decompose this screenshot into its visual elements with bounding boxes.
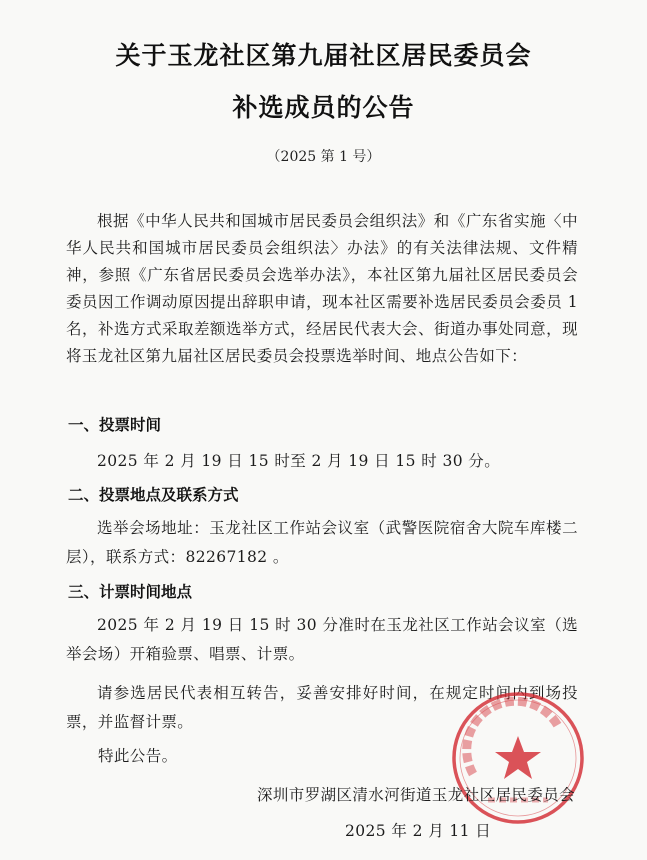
section-text-2: 选举会场地址：玉龙社区工作站会议室（武警医院宿舍大院车库楼二层），联系方式：82267182 。 [66, 519, 578, 566]
star-icon [495, 736, 541, 779]
signature-date: 2025 年 2 月 11 日 [345, 822, 492, 840]
section-heading-3: 三、计票时间地点 [68, 583, 193, 601]
signature-org: 深圳市罗湖区清水河街道玉龙社区居民委员会 [257, 786, 576, 804]
closing-paragraph: 请参选居民代表相互转告，妥善安排好时间，在规定时间内到场投票，并监督计票。 [66, 684, 578, 731]
section-text-1: 2025 年 2 月 19 日 15 时至 2 月 19 日 15 时 30 分。 [97, 452, 501, 470]
document-number: （2025 第 1 号） [266, 149, 381, 165]
title-line-1: 关于玉龙社区第九届社区居民委员会 [115, 41, 532, 70]
official-seal [448, 688, 588, 828]
section-heading-1: 一、投票时间 [68, 416, 162, 434]
section-text-3: 2025 年 2 月 19 日 15 时 30 分准时在玉龙社区工作站会议室（选举会场）开箱验票、唱票、计票。 [66, 616, 578, 663]
intro-paragraph: 根据《中华人民共和国城市居民委员会组织法》和《广东省实施〈中华人民共和国城市居民委员会组织法〉办法》的有关法律法规、文件精神，参照《广东省居民委员会选举办法》，本社区第九届社区居民委员会委员因工作调动原因提出辞职申请，现本社区需要补选居民委员会委员 1 名，补选方式采取差额选举方式，经居民代表大会、街道办事处同意，现将玉龙社区第九届社区居民委员会投票选举时间、地点公告如下： [66, 212, 578, 365]
title-line-2: 补选成员的公告 [232, 93, 415, 122]
notice-end: 特此公告。 [98, 747, 178, 765]
section-heading-2: 二、投票地点及联系方式 [68, 486, 239, 504]
